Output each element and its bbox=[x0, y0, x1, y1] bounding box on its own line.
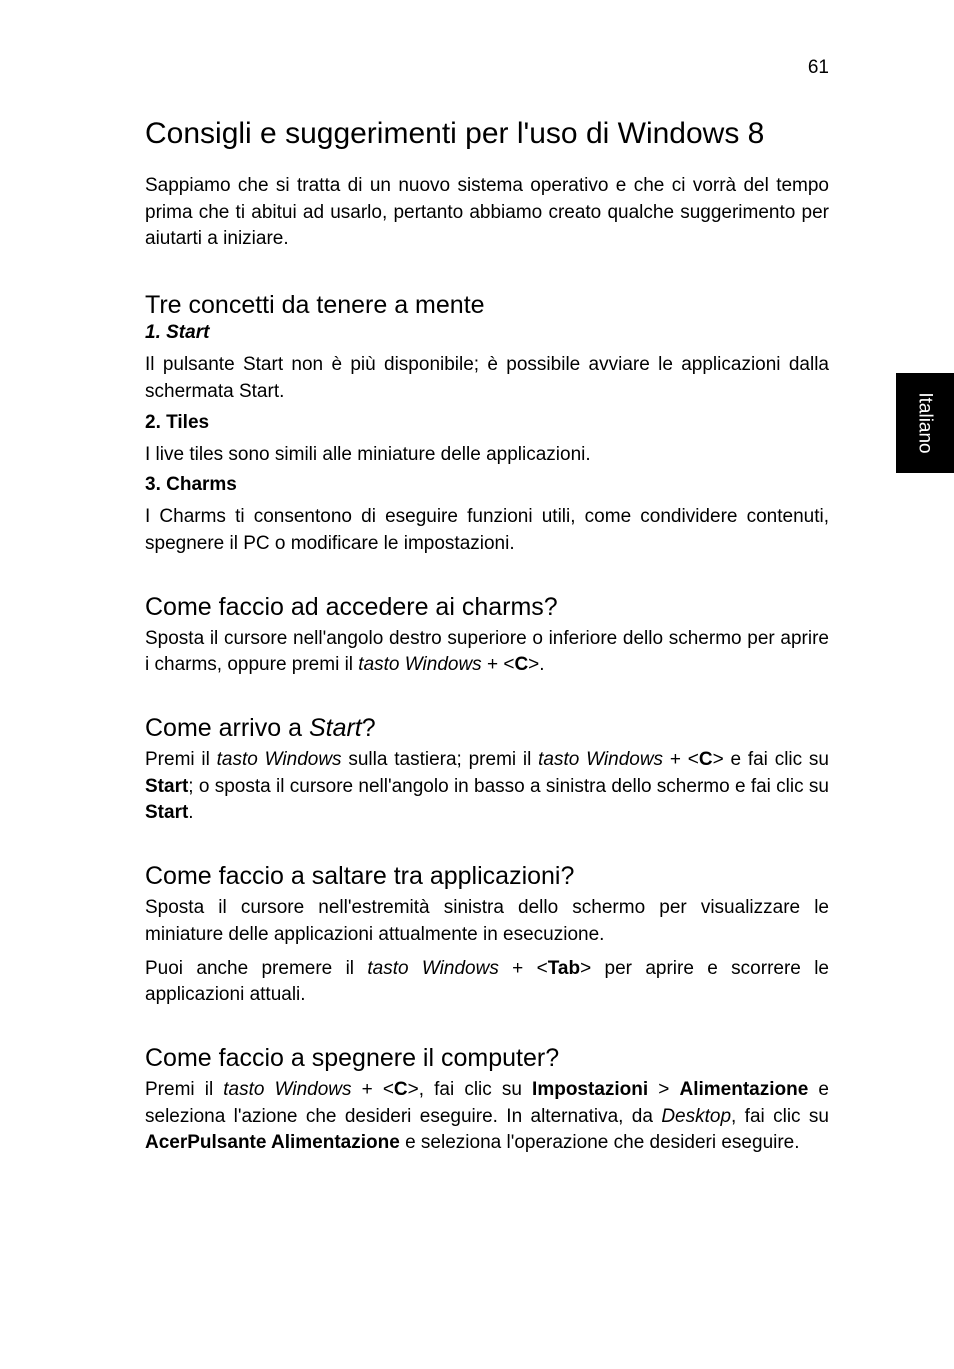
page-title: Consigli e suggerimenti per l'uso di Windows 8 bbox=[145, 117, 765, 150]
concept-text-tiles: I live tiles sono simili alle miniature delle applicazioni. bbox=[145, 443, 591, 465]
switch-apps-heading: Come faccio a saltare tra applicazioni? bbox=[145, 862, 575, 891]
concept-label-tiles: 2. Tiles bbox=[145, 411, 210, 433]
shutdown-heading: Come faccio a spegnere il computer? bbox=[145, 1043, 560, 1072]
concepts-heading: Tre concetti da tenere a mente bbox=[145, 291, 485, 320]
intro-paragraph: Sappiamo che si tratta di un nuovo sistema operativo e che ci vorrà del tempo prima che ti abitui ad usarlo, pertanto abbiamo creato qualche suggerimento per aiutarti a iniziare. bbox=[145, 175, 829, 250]
page-number: 61 bbox=[807, 57, 829, 78]
switch-apps-paragraph-2: Puoi anche premere il tasto Windows + <Tab> per aprire e scorrere le applicazioni attuali. bbox=[145, 957, 829, 1006]
concept-text-charms: I Charms ti consentono di eseguire funzioni utili, come condividere contenuti, spegnere il PC o modificare le impostazioni. bbox=[145, 506, 829, 554]
shutdown-paragraph: Premi il tasto Windows + <C>, fai clic su Impostazioni > Alimentazione e seleziona l'azione che desideri eseguire. In alternativa, da Desktop, fai clic su AcerPulsante Alimentazione e seleziona l'operazione che desideri eseguire. bbox=[145, 1078, 829, 1154]
switch-apps-paragraph-1: Sposta il cursore nell'estremità sinistra dello schermo per visualizzare le miniature delle applicazioni attualmente in esecuzione. bbox=[145, 897, 829, 945]
charms-access-paragraph: Sposta il cursore nell'angolo destro superiore o inferiore dello schermo per aprire i charms, oppure premi il tasto Windows + <C>. bbox=[145, 627, 829, 676]
language-tab-label: Italiano bbox=[915, 392, 936, 454]
concept-label-start: 1. Start bbox=[145, 322, 210, 344]
concept-text-start: Il pulsante Start non è più disponibile; è possibile avviare le applicazioni dalla schermata Start. bbox=[145, 354, 829, 402]
start-access-paragraph: Premi il tasto Windows sulla tastiera; premi il tasto Windows + <C> e fai clic su Start; o sposta il cursore nell'angolo in basso a sinistra dello schermo e fai clic su Start. bbox=[145, 749, 829, 824]
start-access-heading: Come arrivo a Start? bbox=[145, 714, 376, 743]
charms-access-heading: Come faccio ad accedere ai charms? bbox=[145, 592, 558, 621]
concept-label-charms: 3. Charms bbox=[145, 474, 237, 496]
page-content bbox=[145, 114, 829, 1157]
language-tab bbox=[896, 373, 954, 473]
